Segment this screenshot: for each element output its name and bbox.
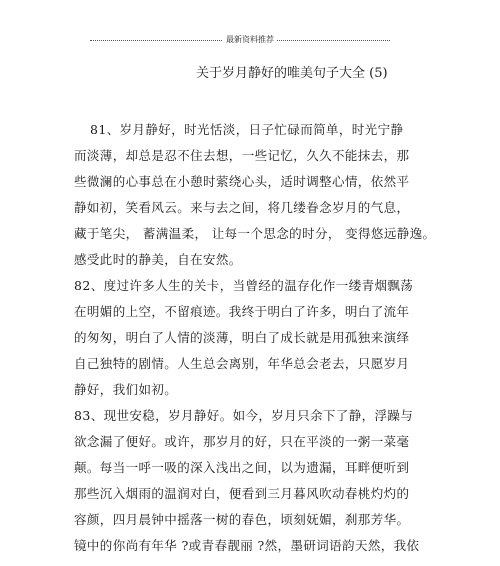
text-line: 容颜，四月晨钟中摇落一树的春色，顷刻妩媚，刹那芳华。 — [74, 512, 410, 527]
text-line: 镜中的你尚有年华 ?或青春靓丽 ?然，墨研词语韵天然，我依 — [74, 538, 420, 553]
text-line: 自己独特的剧情。人生总会离别，年华总会老去，只愿岁月 — [74, 356, 410, 371]
header-label-text: 最新资料推荐 — [223, 35, 277, 44]
text-line: 颠。每当一呼一吸的深入浅出之间，以为遗漏，耳畔便听到 — [74, 460, 410, 475]
document-title: 关于岁月静好的唯美句子大全 (5) — [196, 66, 388, 81]
text-line: 藏于笔尖， 蓄满温柔， 让每一个思念的时分， 变得悠远静逸。 — [74, 226, 436, 241]
text-line: 而淡薄，却总是忍不住去想，一些记忆，久久不能抹去，那 — [74, 148, 410, 163]
text-line: 83、现世安稳，岁月静好。如今，岁月只余下了静，浮躁与 — [74, 408, 414, 423]
text-line: 欲念漏了便好。或许，那岁月的好，只在平淡的一粥一菜毫 — [74, 434, 410, 449]
text-line: 82、度过许多人生的关卡，当曾经的温存化作一缕青烟飘荡 — [74, 278, 414, 293]
text-line: 静好，我们如初。 — [74, 382, 178, 397]
text-line: 些微澜的心事总在小憩时萦绕心头，适时调整心情，依然平 — [74, 174, 410, 189]
text-line: 的匆匆，明白了人情的淡薄，明白了成长就是用孤独来演绎 — [74, 330, 410, 345]
text-line: 在明媚的上空，不留痕迹。我终于明白了许多，明白了流年 — [74, 304, 410, 319]
text-line: 81、岁月静好，时光恬淡，日子忙碌而简单，时光宁静 — [90, 122, 404, 137]
text-line: 那些沉入烟雨的温润对白，便看到三月暮风吹动春桃灼灼的 — [74, 486, 410, 501]
text-line: 感受此时的静美，自在安然。 — [74, 252, 242, 267]
text-line: 静如初，笑看风云。来与去之间，将几缕眷念岁月的气息， — [74, 200, 410, 215]
